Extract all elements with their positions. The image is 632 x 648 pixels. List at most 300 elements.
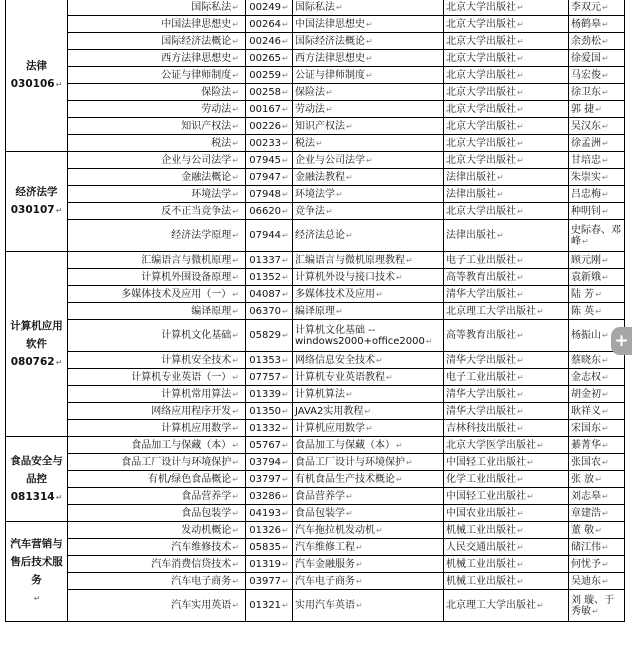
return-mark: ↵ (517, 355, 524, 365)
publisher-cell (444, 539, 569, 556)
return-mark: ↵ (282, 406, 289, 416)
publisher-cell (444, 84, 569, 101)
author-cell (569, 369, 625, 386)
publisher-cell (444, 437, 569, 454)
return-mark: ↵ (602, 355, 609, 365)
textbook-cell-text: 计算机专业英语教程 (295, 371, 385, 383)
publisher-cell-text: 北京大学出版社 (446, 137, 516, 149)
return-mark: ↵ (602, 440, 609, 450)
publisher-cell-text: 高等教育出版社 (446, 330, 516, 341)
major-code (8, 589, 65, 608)
table-row (6, 118, 625, 135)
course-code-cell-text: 00259 (249, 69, 282, 81)
publisher-cell-text: 清华大学出版社 (446, 354, 516, 366)
course-code-cell (246, 454, 293, 471)
return-mark: ↵ (346, 491, 353, 501)
return-mark: ↵ (376, 355, 383, 365)
table-row (6, 471, 625, 488)
return-mark: ↵ (282, 542, 289, 552)
return-mark: ↵ (282, 576, 289, 586)
publisher-cell (444, 33, 569, 50)
textbook-cell (293, 454, 444, 471)
course-name-cell (68, 269, 246, 286)
author-cell-text: 刘 璇、于秀敏 (571, 594, 615, 617)
return-mark: ↵ (517, 87, 524, 97)
return-mark: ↵ (366, 423, 373, 433)
return-mark: ↵ (406, 457, 413, 467)
textbook-cell-text: 汽车电子商务 (295, 575, 355, 587)
return-mark: ↵ (55, 79, 63, 89)
return-mark: ↵ (366, 155, 373, 165)
course-code-cell (246, 135, 293, 152)
return-mark: ↵ (517, 36, 524, 46)
author-cell-text: 李双元 (571, 1, 601, 13)
author-cell-text: 甘培忠 (571, 154, 601, 166)
course-name-cell-text: 食品工厂设计与环境保护 (121, 456, 232, 468)
return-mark: ↵ (602, 331, 609, 340)
return-mark: ↵ (602, 121, 609, 131)
author-cell-text: 徐爱国 (571, 52, 601, 64)
return-mark: ↵ (595, 306, 602, 316)
course-code-cell-text: 07757 (249, 371, 282, 383)
course-code-cell-text: 00246 (249, 35, 282, 47)
return-mark: ↵ (232, 53, 239, 63)
course-code-cell-text: 03977 (249, 575, 282, 587)
author-cell (569, 252, 625, 269)
course-name-cell (68, 135, 246, 152)
textbook-cell (293, 186, 444, 203)
return-mark: ↵ (517, 331, 524, 340)
course-name-cell-text: 环境法学 (191, 188, 232, 200)
return-mark: ↵ (425, 336, 433, 346)
textbook-cell (293, 169, 444, 186)
return-mark: ↵ (517, 206, 524, 216)
publisher-cell (444, 386, 569, 403)
return-mark: ↵ (386, 372, 393, 382)
author-cell-text: 胡金初 (571, 388, 601, 400)
return-mark: ↵ (232, 457, 239, 467)
course-name-cell-text: 中国法律思想史 (161, 18, 232, 30)
course-name-cell-text: 金融法概论 (181, 171, 232, 183)
return-mark: ↵ (232, 189, 239, 199)
textbook-cell (293, 556, 444, 573)
textbook-cell (293, 303, 444, 320)
textbook-cell-text: 国际经济法概论 (295, 35, 365, 47)
textbook-cell (293, 505, 444, 522)
publisher-cell-text: 机械工业出版社 (446, 524, 516, 536)
course-name-cell (68, 522, 246, 539)
publisher-cell-text: 中国农业出版社 (446, 507, 516, 519)
course-name-cell (68, 186, 246, 203)
return-mark: ↵ (517, 53, 524, 63)
return-mark: ↵ (602, 189, 609, 199)
author-cell (569, 539, 625, 556)
return-mark: ↵ (602, 155, 609, 165)
table-row (6, 539, 625, 556)
return-mark: ↵ (602, 389, 609, 399)
author-cell (569, 186, 625, 203)
course-name-cell-text: 计算机应用数学 (161, 422, 232, 434)
course-name-cell-text: 国际私法 (191, 1, 232, 13)
publisher-cell (444, 573, 569, 590)
course-code-cell (246, 186, 293, 203)
textbook-cell (293, 0, 444, 16)
table-row (6, 152, 625, 169)
textbook-cell (293, 403, 444, 420)
return-mark: ↵ (517, 474, 524, 484)
course-code-cell-text: 01326 (249, 524, 282, 536)
author-cell-text: 陆 芳 (571, 288, 595, 300)
author-cell-text: 章建浩 (571, 507, 601, 519)
return-mark: ↵ (232, 289, 239, 299)
course-code-cell-text: 00265 (249, 52, 282, 64)
table-row (6, 454, 625, 471)
author-cell (569, 386, 625, 403)
return-mark: ↵ (232, 121, 239, 131)
return-mark: ↵ (602, 406, 609, 416)
return-mark: ↵ (602, 423, 609, 433)
textbook-cell-text: 实用汽车英语 (295, 600, 355, 611)
return-mark: ↵ (232, 206, 239, 216)
return-mark: ↵ (517, 121, 524, 131)
table-row (6, 352, 625, 369)
course-name-cell (68, 203, 246, 220)
return-mark: ↵ (346, 389, 353, 399)
table-row (6, 369, 625, 386)
return-mark: ↵ (232, 231, 239, 240)
publisher-cell (444, 286, 569, 303)
return-mark: ↵ (282, 389, 289, 399)
table-row (6, 320, 625, 352)
course-code-cell-text: 00258 (249, 86, 282, 98)
return-mark: ↵ (602, 542, 609, 552)
course-code-cell (246, 437, 293, 454)
course-table (5, 0, 625, 622)
course-code-cell (246, 539, 293, 556)
course-name-cell-text: 食品包装学 (181, 507, 232, 519)
return-mark: ↵ (282, 255, 289, 265)
author-cell-text: 陈 英 (571, 305, 595, 317)
return-mark: ↵ (282, 189, 289, 199)
author-cell (569, 33, 625, 50)
author-cell-text: 吕忠梅 (571, 188, 601, 200)
major-name: 经济法学 (15, 186, 58, 198)
textbook-cell (293, 269, 444, 286)
course-code-cell-text: 01319 (249, 558, 282, 570)
return-mark: ↵ (346, 231, 353, 240)
table-row (6, 84, 625, 101)
return-mark: ↵ (356, 601, 363, 610)
return-mark: ↵ (595, 289, 602, 299)
expand-handle-button[interactable]: + (611, 327, 632, 355)
return-mark: ↵ (232, 331, 239, 340)
return-mark: ↵ (282, 306, 289, 316)
author-cell (569, 101, 625, 118)
return-mark: ↵ (232, 372, 239, 382)
publisher-cell (444, 352, 569, 369)
textbook-cell (293, 320, 444, 352)
publisher-cell (444, 471, 569, 488)
return-mark: ↵ (232, 525, 239, 535)
publisher-cell-text: 北京大学出版社 (446, 18, 516, 30)
course-name-cell-text: 企业与公司法学 (161, 154, 232, 166)
return-mark: ↵ (316, 138, 323, 148)
publisher-cell (444, 369, 569, 386)
course-code-cell (246, 252, 293, 269)
table-row (6, 186, 625, 203)
course-name-cell (68, 118, 246, 135)
course-name-cell (68, 369, 246, 386)
textbook-cell-text: 中国法律思想史 (295, 18, 365, 30)
return-mark: ↵ (346, 121, 353, 131)
author-cell (569, 505, 625, 522)
author-cell (569, 573, 625, 590)
textbook-cell-text: 知识产权法 (295, 120, 345, 132)
publisher-cell (444, 252, 569, 269)
course-code-cell (246, 573, 293, 590)
return-mark: ↵ (282, 172, 289, 182)
publisher-cell-text: 法律出版社 (446, 230, 496, 241)
return-mark: ↵ (517, 289, 524, 299)
textbook-cell-text: 劳动法 (295, 103, 325, 115)
course-code-cell-text: 07947 (249, 171, 282, 183)
course-code-cell (246, 203, 293, 220)
table-row (6, 220, 625, 252)
return-mark: ↵ (232, 423, 239, 433)
author-cell (569, 67, 625, 84)
course-name-cell (68, 320, 246, 352)
textbook-cell (293, 471, 444, 488)
return-mark: ↵ (282, 138, 289, 148)
publisher-cell-text: 北京大学出版社 (446, 1, 516, 13)
return-mark: ↵ (366, 70, 373, 80)
author-cell (569, 522, 625, 539)
publisher-cell-text: 清华大学出版社 (446, 288, 516, 300)
author-cell-text: 张国农 (571, 456, 601, 468)
major-name: 计算机应用软件 (10, 319, 63, 350)
textbook-cell (293, 573, 444, 590)
author-cell (569, 286, 625, 303)
table-row (6, 590, 625, 622)
course-code-cell (246, 369, 293, 386)
return-mark: ↵ (232, 2, 239, 12)
course-code-cell (246, 67, 293, 84)
return-mark: ↵ (602, 36, 609, 46)
course-code-cell-text: 01353 (249, 354, 282, 366)
course-name-cell-text: 多媒体技术及应用（一） (121, 288, 232, 300)
publisher-cell-text: 北京大学出版社 (446, 205, 516, 217)
course-code-cell-text: 01337 (249, 254, 282, 266)
course-name-cell (68, 437, 246, 454)
course-code-cell (246, 590, 293, 622)
course-code-cell-text: 01352 (249, 271, 282, 283)
table-row (6, 522, 625, 539)
course-name-cell (68, 303, 246, 320)
return-mark: ↵ (602, 53, 609, 63)
table-row (6, 505, 625, 522)
return-mark: ↵ (232, 36, 239, 46)
textbook-cell (293, 50, 444, 67)
author-cell (569, 84, 625, 101)
table-row (6, 67, 625, 84)
return-mark: ↵ (282, 355, 289, 365)
return-mark: ↵ (602, 457, 609, 467)
return-mark: ↵ (517, 423, 524, 433)
course-name-cell-text: 有机/绿色食品概论 (147, 473, 232, 485)
return-mark: ↵ (602, 559, 609, 569)
author-cell (569, 556, 625, 573)
return-mark: ↵ (356, 576, 363, 586)
course-name-cell-text: 汽车维修技术 (171, 541, 232, 553)
return-mark: ↵ (366, 36, 373, 46)
course-name-cell-text: 汽车电子商务 (171, 575, 232, 587)
return-mark: ↵ (282, 474, 289, 484)
course-name-cell-text: 计算机专业英语（一） (131, 371, 232, 383)
publisher-cell (444, 403, 569, 420)
table-row (6, 101, 625, 118)
course-code-cell (246, 118, 293, 135)
major-cell (6, 437, 68, 522)
author-cell-text: 张 放 (571, 473, 595, 485)
return-mark: ↵ (366, 53, 373, 63)
return-mark: ↵ (517, 272, 524, 282)
course-name-cell (68, 556, 246, 573)
textbook-cell-text: 食品加工与保藏（本） (295, 439, 395, 451)
return-mark: ↵ (232, 474, 239, 484)
textbook-cell-text: 经济法总论 (295, 230, 345, 241)
return-mark: ↵ (282, 508, 289, 518)
return-mark: ↵ (517, 559, 524, 569)
publisher-cell (444, 454, 569, 471)
publisher-cell-text: 北京大学医学出版社 (446, 439, 536, 451)
return-mark: ↵ (497, 189, 504, 199)
return-mark: ↵ (517, 2, 524, 12)
author-cell (569, 152, 625, 169)
course-code-cell (246, 352, 293, 369)
course-code-cell (246, 505, 293, 522)
course-name-cell-text: 知识产权法 (181, 120, 232, 132)
return-mark: ↵ (497, 231, 504, 240)
publisher-cell-text: 吉林科技出版社 (446, 422, 516, 434)
table-row (6, 303, 625, 320)
return-mark: ↵ (232, 138, 239, 148)
course-code-cell-text: 07948 (249, 188, 282, 200)
textbook-cell-text: 编译原理 (295, 305, 335, 317)
publisher-cell-text: 电子工业出版社 (446, 254, 516, 266)
course-name-cell (68, 488, 246, 505)
course-name-cell (68, 84, 246, 101)
return-mark: ↵ (232, 272, 239, 282)
publisher-cell (444, 118, 569, 135)
textbook-cell-text: 有机食品生产技术概论 (295, 473, 395, 485)
return-mark: ↵ (232, 601, 239, 610)
author-cell-text: 徐卫东 (571, 86, 601, 98)
return-mark: ↵ (602, 2, 609, 12)
return-mark: ↵ (232, 508, 239, 518)
publisher-cell (444, 220, 569, 252)
publisher-cell (444, 320, 569, 352)
return-mark: ↵ (537, 601, 544, 610)
table-row (6, 488, 625, 505)
publisher-cell (444, 590, 569, 622)
author-cell (569, 16, 625, 33)
course-code-cell-text: 00226 (249, 120, 282, 132)
author-cell-text: 金志权 (571, 371, 601, 383)
return-mark: ↵ (602, 138, 609, 148)
return-mark: ↵ (232, 440, 239, 450)
author-cell (569, 169, 625, 186)
course-name-cell (68, 67, 246, 84)
textbook-cell (293, 488, 444, 505)
course-code-cell (246, 403, 293, 420)
course-code-cell (246, 152, 293, 169)
major-cell (6, 0, 68, 152)
course-code-cell-text: 03797 (249, 473, 282, 485)
textbook-cell-text: 食品营养学 (295, 490, 345, 502)
table-row (6, 573, 625, 590)
return-mark: ↵ (326, 104, 333, 114)
course-name-cell-text: 网络应用程序开发 (151, 405, 232, 417)
textbook-cell (293, 203, 444, 220)
author-cell (569, 471, 625, 488)
publisher-cell (444, 269, 569, 286)
major-code-text: 030107 (10, 204, 55, 216)
return-mark: ↵ (232, 559, 239, 569)
publisher-cell (444, 135, 569, 152)
publisher-cell (444, 556, 569, 573)
textbook-cell (293, 590, 444, 622)
publisher-cell-text: 法律出版社 (446, 171, 496, 183)
return-mark: ↵ (346, 172, 353, 182)
publisher-cell (444, 303, 569, 320)
return-mark: ↵ (595, 474, 602, 484)
course-name-cell-text: 国际经济法概论 (161, 35, 232, 47)
course-code-cell (246, 522, 293, 539)
return-mark: ↵ (232, 306, 239, 316)
publisher-cell-text: 电子工业出版社 (446, 371, 516, 383)
course-name-cell (68, 454, 246, 471)
return-mark: ↵ (517, 525, 524, 535)
course-code-cell (246, 320, 293, 352)
author-cell (569, 50, 625, 67)
textbook-cell-text: 税法 (295, 137, 315, 149)
return-mark: ↵ (232, 355, 239, 365)
textbook-cell-text: 金融法教程 (295, 171, 345, 183)
major-code (8, 201, 65, 220)
author-cell-text: 徐孟洲 (571, 137, 601, 149)
author-cell (569, 220, 625, 252)
course-name-cell-text: 发动机概论 (181, 524, 232, 536)
major-code-text: 081314 (10, 490, 55, 503)
return-mark: ↵ (602, 491, 609, 501)
return-mark: ↵ (232, 406, 239, 416)
table-row (6, 437, 625, 454)
publisher-cell-text: 机械工业出版社 (446, 558, 516, 570)
course-name-cell (68, 33, 246, 50)
return-mark: ↵ (376, 525, 383, 535)
return-mark: ↵ (282, 70, 289, 80)
course-code-cell (246, 50, 293, 67)
return-mark: ↵ (517, 372, 524, 382)
publisher-cell-text: 北京理工大学出版社 (446, 305, 536, 317)
textbook-cell-text: 网络信息安全技术 (295, 354, 375, 366)
major-name: 食品安全与品控 (10, 454, 63, 485)
return-mark: ↵ (282, 121, 289, 131)
return-mark: ↵ (582, 236, 589, 246)
publisher-cell-text: 北京大学出版社 (446, 103, 516, 115)
course-name-cell (68, 590, 246, 622)
author-cell (569, 0, 625, 16)
